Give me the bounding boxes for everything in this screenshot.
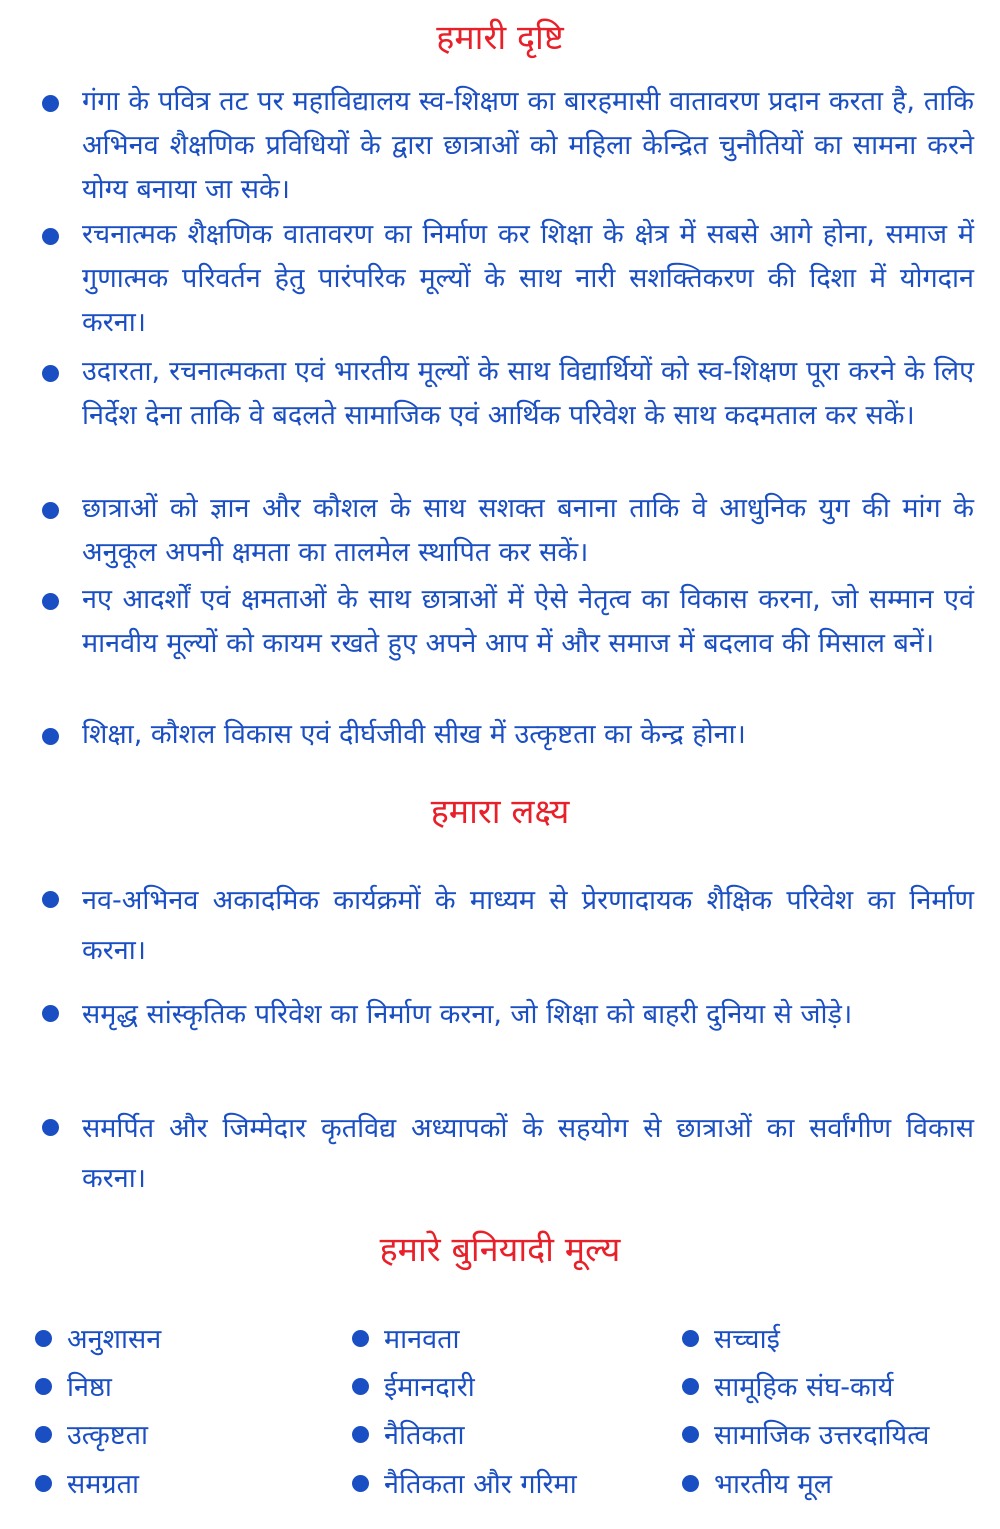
bullet-dot-icon — [682, 1330, 699, 1347]
bullet-dot-icon — [42, 728, 59, 745]
mission-item-text: समृद्ध सांस्कृतिक परिवेश का निर्माण करना, जो शिक्षा को बाहरी दुनिया से जोड़े। — [82, 999, 853, 1030]
vision-item-text: गंगा के पवित्र तट पर महाविद्यालय स्व-शिक्षण का बारहमासी वातावरण प्रदान करता है, ताकि अभिनव शैक्षणिक प्रविधियों के द्वारा छात्राओं को महिला केन्द्रित चुनौतियों का सामना करने योग्य बनाया जा सके। — [82, 86, 974, 205]
bullet-dot-icon — [35, 1426, 52, 1443]
bullet-dot-icon — [682, 1475, 699, 1492]
bullet-dot-icon — [42, 95, 59, 112]
vision-item-text: उदारता, रचनात्मकता एवं भारतीय मूल्यों के साथ विद्यार्थियों को स्व-शिक्षण पूरा करने के लिए निर्देश देना ताकि वे बदलते सामाजिक एवं आर्थिक परिवेश के साथ कदमताल कर सकें। — [82, 356, 974, 431]
core-value-text: अनुशासन — [67, 1324, 162, 1355]
bullet-dot-icon — [35, 1475, 52, 1492]
bullet-dot-icon — [682, 1426, 699, 1443]
core-value-text: निष्ठा — [67, 1372, 112, 1403]
core-value-text: समग्रता — [67, 1469, 140, 1500]
bullet-dot-icon — [42, 1005, 59, 1022]
bullet-dot-icon — [42, 502, 59, 519]
core-value-text: नैतिकता और गरिमा — [384, 1469, 577, 1500]
vision-item-text: छात्राओं को ज्ञान और कौशल के साथ सशक्त बनाना ताकि वे आधुनिक युग की मांग के अनुकूल अपनी क्षमता का तालमेल स्थापित कर सकें। — [82, 493, 974, 568]
bullet-dot-icon — [352, 1378, 369, 1395]
mission-item-text: समर्पित और जिम्मेदार कृतविद्य अध्यापकों के सहयोग से छात्राओं का सर्वांगीण विकास करना। — [82, 1113, 974, 1194]
core-value-text: ईमानदारी — [384, 1372, 475, 1403]
vision-item-text: रचनात्मक शैक्षणिक वातावरण का निर्माण कर शिक्षा के क्षेत्र में सबसे आगे होना, समाज में गुणात्मक परिवर्तन हेतु पारंपरिक मूल्यों के साथ नारी सशक्तिकरण की दिशा में योगदान करना। — [82, 219, 974, 338]
bullet-dot-icon — [352, 1475, 369, 1492]
mission-heading: हमारा लक्ष्य — [430, 792, 570, 832]
bullet-dot-icon — [682, 1378, 699, 1395]
core-value-text: मानवता — [384, 1324, 460, 1355]
core-value-text: उत्कृष्टता — [67, 1420, 148, 1451]
core-values-heading: हमारे बुनियादी मूल्य — [379, 1230, 621, 1270]
bullet-dot-icon — [35, 1330, 52, 1347]
core-value-text: नैतिकता — [384, 1420, 465, 1451]
core-value-text: सच्चाई — [714, 1324, 780, 1355]
bullet-dot-icon — [352, 1426, 369, 1443]
core-value-text: सामाजिक उत्तरदायित्व — [714, 1420, 930, 1451]
bullet-dot-icon — [42, 593, 59, 610]
bullet-dot-icon — [42, 365, 59, 382]
bullet-dot-icon — [352, 1330, 369, 1347]
core-value-text: सामूहिक संघ-कार्य — [714, 1372, 894, 1403]
mission-item-text: नव-अभिनव अकादमिक कार्यक्रमों के माध्यम से प्रेरणादायक शैक्षिक परिवेश का निर्माण करना। — [82, 885, 974, 966]
vision-item-text: शिक्षा, कौशल विकास एवं दीर्घजीवी सीख में उत्कृष्टता का केन्द्र होना। — [82, 719, 746, 750]
bullet-dot-icon — [42, 891, 59, 908]
vision-item-text: नए आदर्शों एवं क्षमताओं के साथ छात्राओं में ऐसे नेतृत्व का विकास करना, जो सम्मान एवं मानवीय मूल्यों को कायम रखते हुए अपने आप में और समाज में बदलाव की मिसाल बनें। — [82, 584, 974, 659]
bullet-dot-icon — [42, 1119, 59, 1136]
vision-heading: हमारी दृष्टि — [436, 18, 564, 58]
bullet-dot-icon — [42, 228, 59, 245]
bullet-dot-icon — [35, 1378, 52, 1395]
core-value-text: भारतीय मूल — [714, 1469, 833, 1500]
